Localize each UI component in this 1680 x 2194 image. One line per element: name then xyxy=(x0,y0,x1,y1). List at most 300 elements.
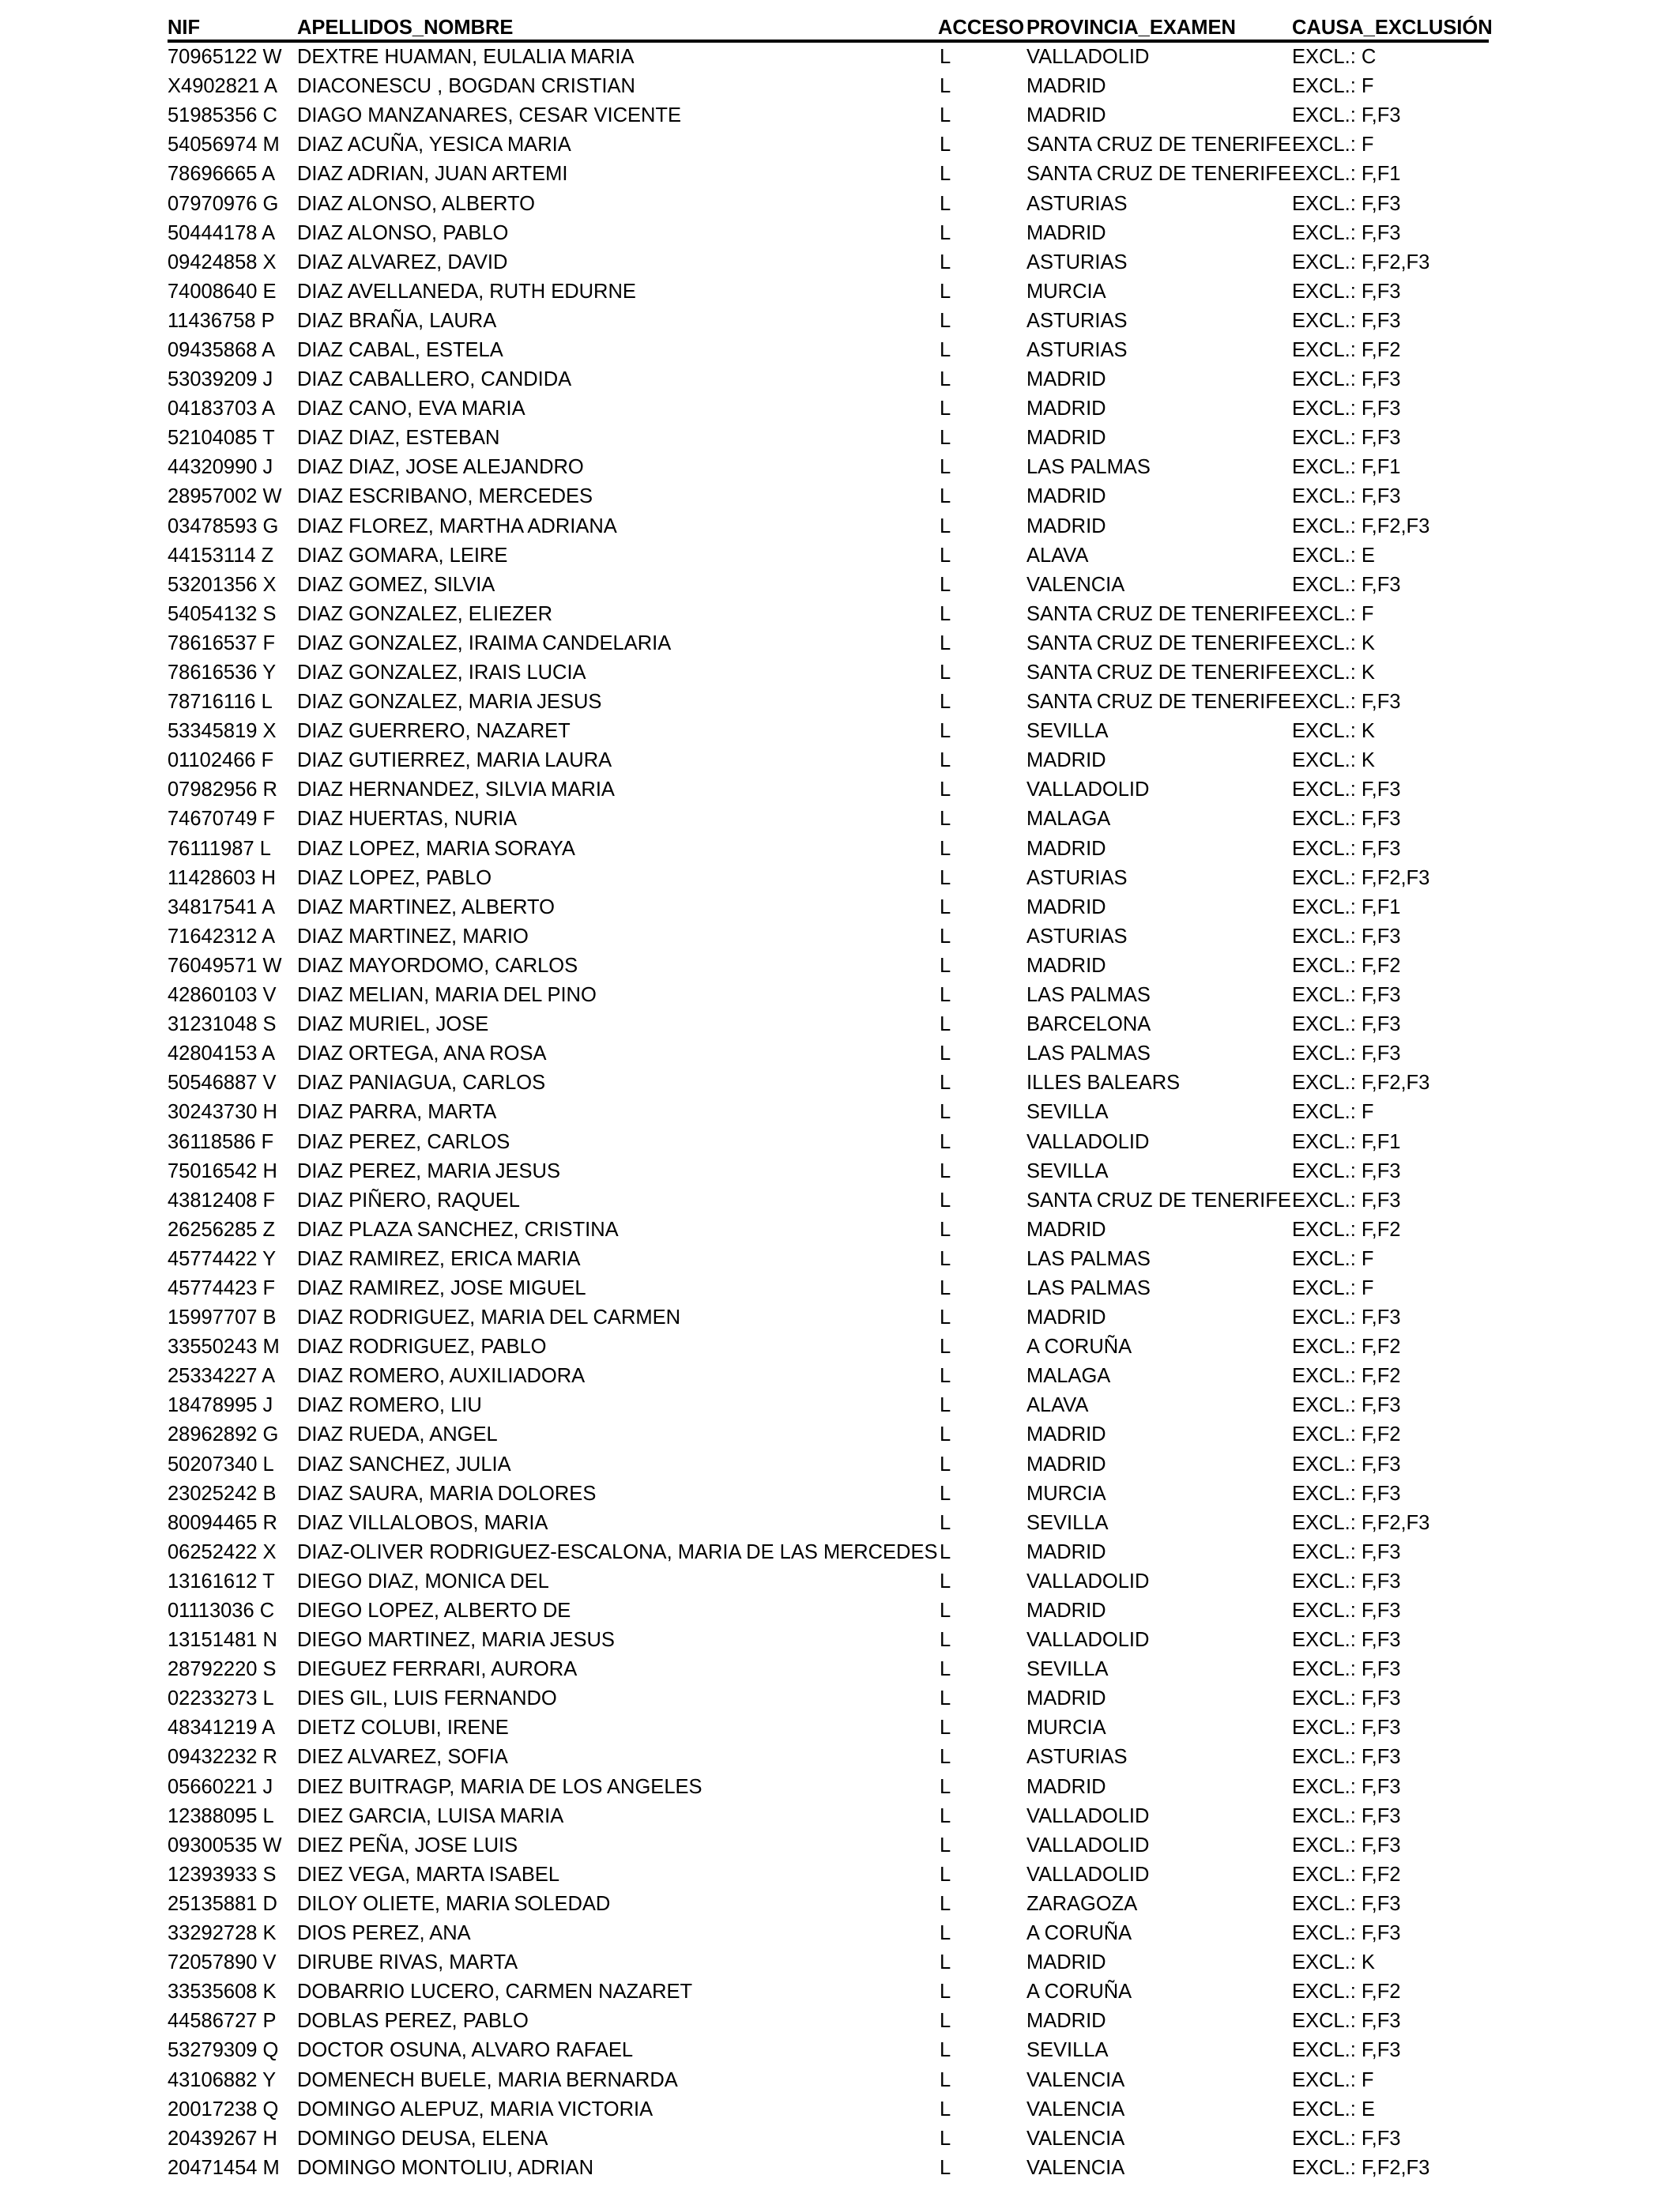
nif-cell: 31231048 S xyxy=(168,1013,277,1036)
acceso-cell: L xyxy=(940,631,951,654)
nif-cell: 43812408 F xyxy=(168,1189,276,1212)
nif-cell: 71642312 A xyxy=(168,925,276,948)
apellidos-nombre-cell: DIAZ PANIAGUA, CARLOS xyxy=(297,1072,546,1095)
provincia-cell: LAS PALMAS xyxy=(1026,1042,1151,1065)
nif-cell: 25135881 D xyxy=(168,1892,277,1915)
acceso-cell: L xyxy=(940,75,951,98)
table-row xyxy=(168,629,1489,658)
causa-cell: EXCL.: F,F3 xyxy=(1292,427,1401,450)
provincia-cell: MADRID xyxy=(1026,485,1106,508)
table-row xyxy=(168,1069,1489,1098)
provincia-cell: MADRID xyxy=(1026,1453,1106,1476)
causa-cell: EXCL.: F,F3 xyxy=(1292,1013,1401,1036)
acceso-cell: L xyxy=(940,808,951,831)
apellidos-nombre-cell: DIEZ PEÑA, JOSE LUIS xyxy=(297,1834,518,1857)
causa-cell: EXCL.: E xyxy=(1292,2098,1375,2120)
provincia-cell: ZARAGOZA xyxy=(1026,1892,1138,1915)
table-row xyxy=(168,1713,1489,1743)
nif-cell: 11428603 H xyxy=(168,866,277,889)
acceso-cell: L xyxy=(940,398,951,420)
provincia-cell: SANTA CRUZ DE TENERIFE xyxy=(1026,631,1291,654)
provincia-cell: ALAVA xyxy=(1026,1394,1089,1417)
causa-cell: EXCL.: F,F3 xyxy=(1292,368,1401,391)
provincia-cell: VALENCIA xyxy=(1026,2098,1125,2120)
nif-cell: 09435868 A xyxy=(168,338,276,361)
table-row xyxy=(168,365,1489,394)
table-header xyxy=(168,8,1493,41)
provincia-cell: MADRID xyxy=(1026,749,1106,772)
nif-cell: 03478593 G xyxy=(168,515,279,537)
apellidos-nombre-cell: DIAZ PEREZ, CARLOS xyxy=(297,1130,510,1153)
nif-cell: 72057890 V xyxy=(168,1951,277,1974)
apellidos-nombre-cell: DIAZ ORTEGA, ANA ROSA xyxy=(297,1042,547,1065)
apellidos-nombre-cell: DIAZ RAMIREZ, JOSE MIGUEL xyxy=(297,1276,586,1299)
apellidos-nombre-cell: DIAZ RUEDA, ANGEL xyxy=(297,1423,498,1446)
acceso-cell: L xyxy=(940,1892,951,1915)
nif-cell: 02233273 L xyxy=(168,1687,274,1710)
table-row xyxy=(168,2065,1489,2094)
provincia-cell: SANTA CRUZ DE TENERIFE xyxy=(1026,602,1291,625)
table-row xyxy=(168,1538,1489,1567)
acceso-cell: L xyxy=(940,338,951,361)
nif-cell: 28962892 G xyxy=(168,1423,279,1446)
causa-cell: EXCL.: F,F3 xyxy=(1292,1482,1401,1505)
apellidos-nombre-cell: DIAZ GONZALEZ, MARIA JESUS xyxy=(297,691,602,714)
apellidos-nombre-cell: DOBLAS PEREZ, PABLO xyxy=(297,2010,529,2033)
nif-cell: 11436758 P xyxy=(168,309,275,332)
table-row xyxy=(168,835,1489,864)
acceso-cell: L xyxy=(940,1453,951,1476)
apellidos-nombre-cell: DIAZ ROMERO, AUXILIADORA xyxy=(297,1365,586,1388)
apellidos-nombre-cell: DIAZ LOPEZ, MARIA SORAYA xyxy=(297,837,575,860)
provincia-cell: MADRID xyxy=(1026,221,1106,244)
apellidos-nombre-cell: DIAZ PIÑERO, RAQUEL xyxy=(297,1189,520,1212)
table-row xyxy=(168,1362,1489,1391)
header-row xyxy=(168,8,1489,41)
causa-cell: EXCL.: K xyxy=(1292,720,1375,743)
apellidos-nombre-cell: DIAZ ALVAREZ, DAVID xyxy=(297,251,508,273)
causa-cell: EXCL.: F,F3 xyxy=(1292,1570,1401,1593)
nif-cell: 54054132 S xyxy=(168,602,277,625)
apellidos-nombre-cell: DIAZ SAURA, MARIA DOLORES xyxy=(297,1482,597,1505)
nif-cell: 51985356 C xyxy=(168,104,277,127)
table-row xyxy=(168,277,1489,307)
table-row xyxy=(168,1420,1489,1449)
acceso-cell: L xyxy=(940,778,951,801)
causa-cell: EXCL.: F,F3 xyxy=(1292,1189,1401,1212)
nif-cell: 04183703 A xyxy=(168,398,276,420)
apellidos-nombre-cell: DIAZ RODRIGUEZ, PABLO xyxy=(297,1336,547,1359)
provincia-cell: VALLADOLID xyxy=(1026,1804,1150,1827)
causa-cell: EXCL.: F,F2,F3 xyxy=(1292,1511,1430,1534)
provincia-cell: MADRID xyxy=(1026,1306,1106,1329)
acceso-cell: L xyxy=(940,1834,951,1857)
acceso-cell: L xyxy=(940,1981,951,2004)
nif-cell: 09300535 W xyxy=(168,1834,282,1857)
nif-cell: 53345819 X xyxy=(168,720,277,743)
apellidos-nombre-cell: DIAZ FLOREZ, MARTHA ADRIANA xyxy=(297,515,617,537)
causa-cell: EXCL.: F,F3 xyxy=(1292,2127,1401,2150)
nif-cell: 28957002 W xyxy=(168,485,282,508)
apellidos-nombre-cell: DIEZ BUITRAGP, MARIA DE LOS ANGELES xyxy=(297,1775,703,1798)
causa-cell: EXCL.: F,F3 xyxy=(1292,309,1401,332)
acceso-cell: L xyxy=(940,1717,951,1740)
apellidos-nombre-cell: DOMINGO DEUSA, ELENA xyxy=(297,2127,548,2150)
apellidos-nombre-cell: DIAZ GONZALEZ, ELIEZER xyxy=(297,602,553,625)
acceso-cell: L xyxy=(940,368,951,391)
provincia-cell: MADRID xyxy=(1026,1600,1106,1623)
nif-cell: 76111987 L xyxy=(168,837,271,860)
nif-cell: 26256285 Z xyxy=(168,1218,276,1241)
provincia-cell: ASTURIAS xyxy=(1026,192,1128,215)
apellidos-nombre-cell: DIAZ SANCHEZ, JULIA xyxy=(297,1453,511,1476)
nif-cell: 53201356 X xyxy=(168,573,277,596)
nif-cell: 44153114 Z xyxy=(168,544,274,567)
provincia-cell: MADRID xyxy=(1026,895,1106,918)
provincia-cell: VALENCIA xyxy=(1026,573,1125,596)
table-row xyxy=(168,1010,1489,1039)
nif-cell: 45774422 Y xyxy=(168,1247,277,1270)
table-row xyxy=(168,1860,1489,1890)
causa-cell: EXCL.: F,F2 xyxy=(1292,1218,1401,1241)
acceso-cell: L xyxy=(940,456,951,479)
table-row xyxy=(168,1509,1489,1538)
table-row xyxy=(168,1245,1489,1274)
acceso-cell: L xyxy=(940,1482,951,1505)
nif-cell: 48341219 A xyxy=(168,1717,276,1740)
apellidos-nombre-cell: DOMENECH BUELE, MARIA BERNARDA xyxy=(297,2068,678,2091)
acceso-cell: L xyxy=(940,544,951,567)
acceso-cell: L xyxy=(940,46,951,69)
apellidos-nombre-cell: DIAZ PLAZA SANCHEZ, CRISTINA xyxy=(297,1218,619,1241)
acceso-cell: L xyxy=(940,1423,951,1446)
provincia-cell: ASTURIAS xyxy=(1026,925,1128,948)
nif-cell: 28792220 S xyxy=(168,1658,277,1681)
causa-cell: EXCL.: F,F2 xyxy=(1292,1423,1401,1446)
causa-cell: EXCL.: F xyxy=(1292,1101,1374,1124)
causa-cell: EXCL.: F,F2 xyxy=(1292,1365,1401,1388)
apellidos-nombre-cell: DIAZ DIAZ, JOSE ALEJANDRO xyxy=(297,456,584,479)
provincia-cell: MADRID xyxy=(1026,1775,1106,1798)
nif-cell: 20017238 Q xyxy=(168,2098,279,2120)
provincia-cell: VALLADOLID xyxy=(1026,1834,1150,1857)
table-row xyxy=(168,1480,1489,1509)
exclusion-list-page xyxy=(168,8,1493,2183)
causa-cell: EXCL.: F,F2 xyxy=(1292,1863,1401,1886)
table-row xyxy=(168,746,1489,775)
apellidos-nombre-cell: DOMINGO ALEPUZ, MARIA VICTORIA xyxy=(297,2098,654,2120)
apellidos-nombre-cell: DIAZ MURIEL, JOSE xyxy=(297,1013,489,1036)
table-row xyxy=(168,219,1489,248)
acceso-cell: L xyxy=(940,163,951,186)
causa-cell: EXCL.: F,F3 xyxy=(1292,1775,1401,1798)
nif-cell: 09424858 X xyxy=(168,251,277,273)
provincia-cell: MADRID xyxy=(1026,954,1106,977)
causa-cell: EXCL.: F,F3 xyxy=(1292,925,1401,948)
acceso-cell: L xyxy=(940,720,951,743)
provincia-cell: VALLADOLID xyxy=(1026,778,1150,801)
causa-cell: EXCL.: F,F1 xyxy=(1292,163,1401,186)
causa-cell: EXCL.: F xyxy=(1292,134,1374,156)
causa-cell: EXCL.: F,F3 xyxy=(1292,1629,1401,1652)
nif-cell: 36118586 F xyxy=(168,1130,274,1153)
provincia-cell: VALENCIA xyxy=(1026,2068,1125,2091)
acceso-cell: L xyxy=(940,1013,951,1036)
causa-cell: EXCL.: K xyxy=(1292,631,1375,654)
apellidos-nombre-cell: DIAZ BRAÑA, LAURA xyxy=(297,309,497,332)
provincia-cell: ASTURIAS xyxy=(1026,338,1128,361)
provincia-cell: ASTURIAS xyxy=(1026,1746,1128,1769)
apellidos-nombre-cell: DIAZ ALONSO, ALBERTO xyxy=(297,192,535,215)
causa-cell: EXCL.: F,F2 xyxy=(1292,338,1401,361)
acceso-cell: L xyxy=(940,485,951,508)
apellidos-nombre-cell: DIAZ HERNANDEZ, SILVIA MARIA xyxy=(297,778,615,801)
apellidos-nombre-cell: DIAZ MARTINEZ, MARIO xyxy=(297,925,529,948)
causa-cell: EXCL.: F,F3 xyxy=(1292,1600,1401,1623)
acceso-cell: L xyxy=(940,1394,951,1417)
acceso-cell: L xyxy=(940,1101,951,1124)
nif-cell: 12388095 L xyxy=(168,1804,274,1827)
acceso-cell: L xyxy=(940,1863,951,1886)
apellidos-nombre-cell: DIES GIL, LUIS FERNANDO xyxy=(297,1687,557,1710)
apellidos-nombre-cell: DIRUBE RIVAS, MARTA xyxy=(297,1951,518,1974)
provincia-cell: MURCIA xyxy=(1026,1482,1106,1505)
provincia-cell: VALENCIA xyxy=(1026,2127,1125,2150)
provincia-cell: MADRID xyxy=(1026,1540,1106,1563)
provincia-cell: ASTURIAS xyxy=(1026,251,1128,273)
acceso-cell: L xyxy=(940,1775,951,1798)
table-row xyxy=(168,1127,1489,1156)
apellidos-nombre-cell: DIAZ RAMIREZ, ERICA MARIA xyxy=(297,1247,581,1270)
causa-cell: EXCL.: F,F3 xyxy=(1292,280,1401,303)
table-row xyxy=(168,1186,1489,1216)
nif-cell: 78696665 A xyxy=(168,163,276,186)
acceso-cell: L xyxy=(940,837,951,860)
table-row xyxy=(168,160,1489,189)
causa-cell: EXCL.: F,F3 xyxy=(1292,808,1401,831)
table-row xyxy=(168,893,1489,922)
acceso-cell: L xyxy=(940,280,951,303)
apellidos-nombre-cell: DIAZ AVELLANEDA, RUTH EDURNE xyxy=(297,280,636,303)
causa-cell: EXCL.: F xyxy=(1292,2068,1374,2091)
provincia-cell: SANTA CRUZ DE TENERIFE xyxy=(1026,163,1291,186)
acceso-cell: L xyxy=(940,2127,951,2150)
provincia-cell: VALLADOLID xyxy=(1026,1570,1150,1593)
table-row xyxy=(168,1655,1489,1684)
apellidos-nombre-cell: DIAZ PEREZ, MARIA JESUS xyxy=(297,1159,560,1182)
causa-cell: EXCL.: F,F1 xyxy=(1292,456,1401,479)
nif-cell: 01102466 F xyxy=(168,749,274,772)
causa-cell: EXCL.: F,F3 xyxy=(1292,398,1401,420)
acceso-cell: L xyxy=(940,925,951,948)
provincia-cell: SANTA CRUZ DE TENERIFE xyxy=(1026,134,1291,156)
acceso-cell: L xyxy=(940,1570,951,1593)
table-row xyxy=(168,1919,1489,1948)
table-row xyxy=(168,1626,1489,1655)
acceso-cell: L xyxy=(940,602,951,625)
table-row xyxy=(168,1303,1489,1333)
apellidos-nombre-cell: DIEZ VEGA, MARTA ISABEL xyxy=(297,1863,560,1886)
apellidos-nombre-cell: DIAZ VILLALOBOS, MARIA xyxy=(297,1511,548,1534)
causa-cell: EXCL.: K xyxy=(1292,1951,1375,1974)
acceso-cell: L xyxy=(940,866,951,889)
acceso-cell: L xyxy=(940,662,951,684)
nif-cell: 50546887 V xyxy=(168,1072,277,1095)
table-row xyxy=(168,864,1489,893)
provincia-cell: MADRID xyxy=(1026,1423,1106,1446)
acceso-cell: L xyxy=(940,1306,951,1329)
causa-cell: EXCL.: E xyxy=(1292,544,1375,567)
causa-cell: EXCL.: F,F3 xyxy=(1292,1453,1401,1476)
provincia-cell: VALENCIA xyxy=(1026,2156,1125,2179)
acceso-cell: L xyxy=(940,1951,951,1974)
causa-cell: EXCL.: F,F3 xyxy=(1292,1159,1401,1182)
causa-cell: EXCL.: F,F3 xyxy=(1292,1042,1401,1065)
table-row xyxy=(168,2154,1489,2183)
apellidos-nombre-cell: DIAZ GONZALEZ, IRAIMA CANDELARIA xyxy=(297,631,672,654)
apellidos-nombre-cell: DIEZ GARCIA, LUISA MARIA xyxy=(297,1804,564,1827)
apellidos-nombre-cell: DIAZ PARRA, MARTA xyxy=(297,1101,497,1124)
nif-cell: 45774423 F xyxy=(168,1276,276,1299)
causa-cell: EXCL.: F,F2 xyxy=(1292,1981,1401,2004)
acceso-cell: L xyxy=(940,895,951,918)
acceso-cell: L xyxy=(940,251,951,273)
nif-cell: 33550243 M xyxy=(168,1336,280,1359)
provincia-cell: VALLADOLID xyxy=(1026,1863,1150,1886)
header-provincia-examen: PROVINCIA_EXAMEN xyxy=(1026,8,1292,41)
provincia-cell: ASTURIAS xyxy=(1026,866,1128,889)
acceso-cell: L xyxy=(940,1365,951,1388)
causa-cell: EXCL.: F,F3 xyxy=(1292,1892,1401,1915)
table-row xyxy=(168,130,1489,160)
provincia-cell: BARCELONA xyxy=(1026,1013,1151,1036)
table-row xyxy=(168,482,1489,511)
acceso-cell: L xyxy=(940,2098,951,2120)
table-row xyxy=(168,1948,1489,1977)
nif-cell: 12393933 S xyxy=(168,1863,277,1886)
acceso-cell: L xyxy=(940,309,951,332)
provincia-cell: MURCIA xyxy=(1026,280,1106,303)
acceso-cell: L xyxy=(940,427,951,450)
table-row xyxy=(168,1977,1489,2007)
table-row xyxy=(168,1391,1489,1420)
apellidos-nombre-cell: DIAGO MANZANARES, CESAR VICENTE xyxy=(297,104,681,127)
causa-cell: EXCL.: F,F3 xyxy=(1292,1804,1401,1827)
provincia-cell: MALAGA xyxy=(1026,1365,1111,1388)
apellidos-nombre-cell: DIAZ-OLIVER RODRIGUEZ-ESCALONA, MARIA DE LAS MERCEDES xyxy=(297,1540,938,1563)
provincia-cell: MADRID xyxy=(1026,1218,1106,1241)
table-row xyxy=(168,658,1489,688)
acceso-cell: L xyxy=(940,1130,951,1153)
table-row xyxy=(168,600,1489,629)
causa-cell: EXCL.: F,F3 xyxy=(1292,485,1401,508)
provincia-cell: SANTA CRUZ DE TENERIFE xyxy=(1026,691,1291,714)
nif-cell: 50207340 L xyxy=(168,1453,274,1476)
header-apellidos-nombre: APELLIDOS_NOMBRE xyxy=(297,8,938,41)
table-row xyxy=(168,541,1489,571)
table-row xyxy=(168,512,1489,541)
causa-cell: EXCL.: K xyxy=(1292,662,1375,684)
table-row xyxy=(168,336,1489,365)
apellidos-nombre-cell: DEXTRE HUAMAN, EULALIA MARIA xyxy=(297,46,635,69)
causa-cell: EXCL.: C xyxy=(1292,46,1377,69)
table-row xyxy=(168,922,1489,952)
causa-cell: EXCL.: F,F3 xyxy=(1292,1746,1401,1769)
acceso-cell: L xyxy=(940,104,951,127)
apellidos-nombre-cell: DIAZ MARTINEZ, ALBERTO xyxy=(297,895,555,918)
acceso-cell: L xyxy=(940,1072,951,1095)
table-row xyxy=(168,775,1489,805)
nif-cell: 07970976 G xyxy=(168,192,279,215)
provincia-cell: MALAGA xyxy=(1026,808,1111,831)
apellidos-nombre-cell: DIAZ DIAZ, ESTEBAN xyxy=(297,427,500,450)
nif-cell: 06252422 X xyxy=(168,1540,277,1563)
nif-cell: 42860103 V xyxy=(168,984,277,1007)
table-row xyxy=(168,688,1489,717)
causa-cell: EXCL.: F,F3 xyxy=(1292,1394,1401,1417)
table-row xyxy=(168,1216,1489,1245)
provincia-cell: LAS PALMAS xyxy=(1026,1276,1151,1299)
acceso-cell: L xyxy=(940,1336,951,1359)
nif-cell: 33292728 K xyxy=(168,1922,277,1945)
table-row xyxy=(168,1802,1489,1831)
provincia-cell: MADRID xyxy=(1026,398,1106,420)
acceso-cell: L xyxy=(940,1804,951,1827)
apellidos-nombre-cell: DIAZ GOMEZ, SILVIA xyxy=(297,573,495,596)
provincia-cell: MADRID xyxy=(1026,1687,1106,1710)
causa-cell: EXCL.: F,F2,F3 xyxy=(1292,1072,1430,1095)
apellidos-nombre-cell: DIEGO LOPEZ, ALBERTO DE xyxy=(297,1600,571,1623)
apellidos-nombre-cell: DIAZ MELIAN, MARIA DEL PINO xyxy=(297,984,597,1007)
acceso-cell: L xyxy=(940,221,951,244)
table-row xyxy=(168,981,1489,1010)
causa-cell: EXCL.: F,F2,F3 xyxy=(1292,2156,1430,2179)
table-row xyxy=(168,1098,1489,1127)
table-row xyxy=(168,72,1489,101)
nif-cell: 78716116 L xyxy=(168,691,273,714)
nif-cell: 18478995 J xyxy=(168,1394,273,1417)
nif-cell: 13161612 T xyxy=(168,1570,275,1593)
table-row xyxy=(168,248,1489,277)
causa-cell: EXCL.: F,F3 xyxy=(1292,837,1401,860)
nif-cell: 75016542 H xyxy=(168,1159,277,1182)
nif-cell: 07982956 R xyxy=(168,778,277,801)
acceso-cell: L xyxy=(940,691,951,714)
acceso-cell: L xyxy=(940,2068,951,2091)
acceso-cell: L xyxy=(940,192,951,215)
causa-cell: EXCL.: F,F2 xyxy=(1292,1336,1401,1359)
causa-cell: EXCL.: F xyxy=(1292,1276,1374,1299)
provincia-cell: SEVILLA xyxy=(1026,1101,1109,1124)
table-row xyxy=(168,394,1489,424)
causa-cell: EXCL.: F,F3 xyxy=(1292,104,1401,127)
nif-cell: 15997707 B xyxy=(168,1306,277,1329)
table-row xyxy=(168,2095,1489,2124)
acceso-cell: L xyxy=(940,1629,951,1652)
nif-cell: 80094465 R xyxy=(168,1511,277,1534)
causa-cell: EXCL.: F xyxy=(1292,1247,1374,1270)
apellidos-nombre-cell: DIEZ ALVAREZ, SOFIA xyxy=(297,1746,508,1769)
nif-cell: 25334227 A xyxy=(168,1365,276,1388)
table-row xyxy=(168,1157,1489,1186)
header-acceso: ACCESO xyxy=(938,8,1026,41)
nif-cell: 20439267 H xyxy=(168,2127,277,2150)
causa-cell: EXCL.: F,F3 xyxy=(1292,1306,1401,1329)
causa-cell: EXCL.: F,F3 xyxy=(1292,778,1401,801)
table-row xyxy=(168,1039,1489,1069)
apellidos-nombre-cell: DIAZ CABALLERO, CANDIDA xyxy=(297,368,572,391)
nif-cell: 53039209 J xyxy=(168,368,273,391)
